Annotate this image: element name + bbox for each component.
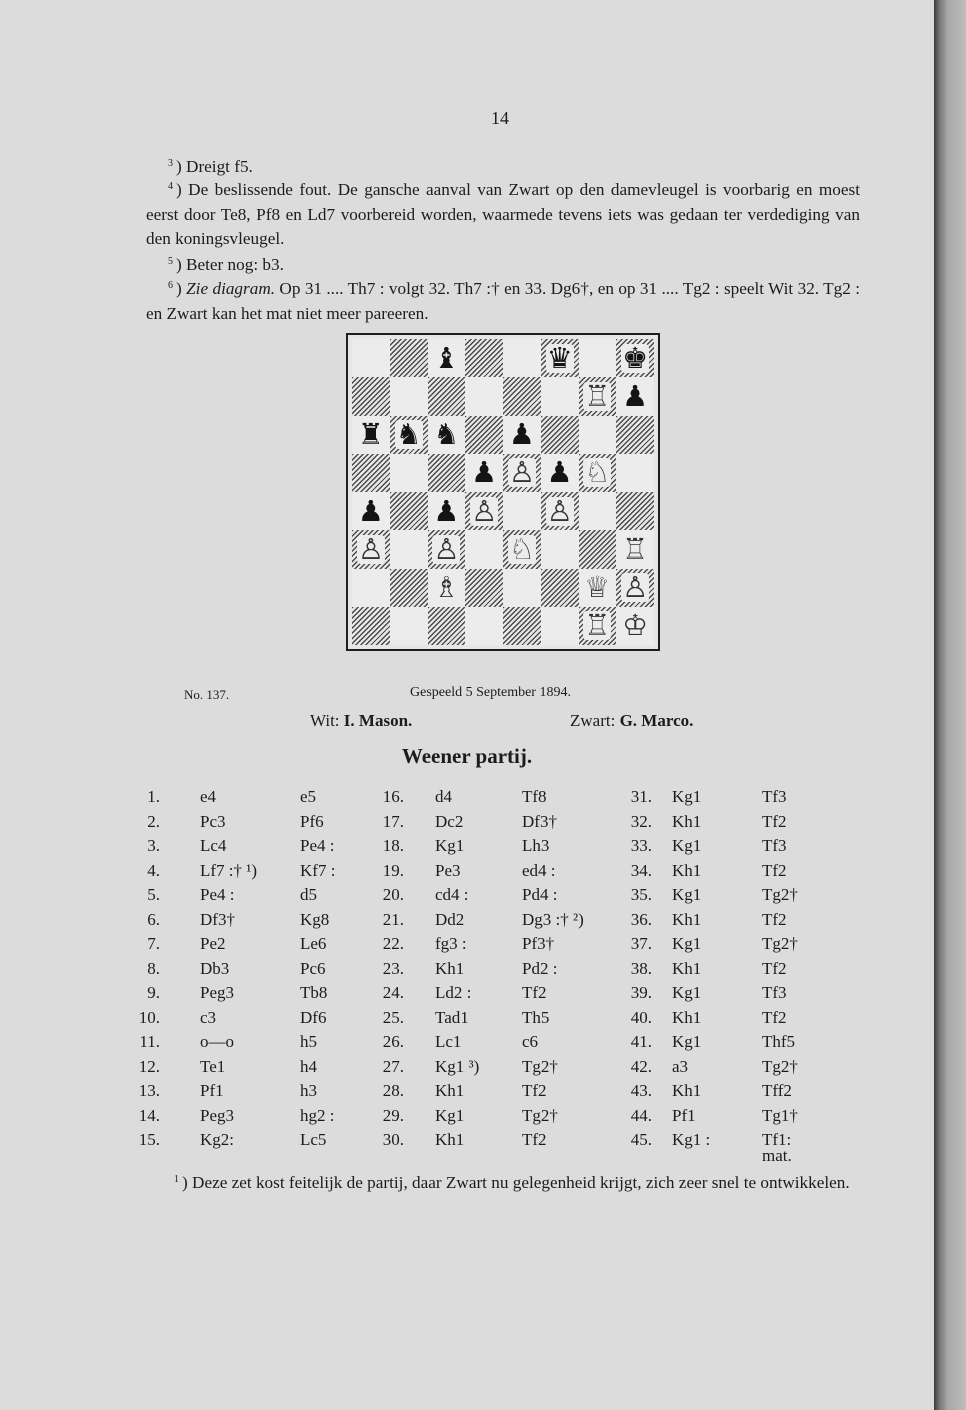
board-square: [390, 377, 428, 415]
board-square: [352, 530, 390, 568]
move-number: 34.: [630, 860, 652, 880]
chess-piece: ♙: [433, 531, 460, 566]
board-square: [428, 530, 466, 568]
game-date: Gespeeld 5 September 1894.: [410, 685, 571, 700]
board-square: [352, 416, 390, 454]
board-square: [541, 607, 579, 645]
move-number: 15.: [138, 1130, 160, 1149]
black-name: G. Marco.: [619, 711, 694, 730]
board-square: [428, 569, 466, 607]
chess-piece: ♙: [546, 493, 573, 528]
note-text: Deze zet kost feitelijk de partij, daar Zwart nu gelegenheid krijgt, zich zeer snel te ontwikkelen.: [192, 1173, 850, 1192]
white-move: Kg1: [672, 885, 702, 904]
chess-piece: ♕: [584, 570, 611, 605]
chess-piece: ♟: [433, 493, 460, 528]
black-move: Kf7 :: [300, 860, 336, 880]
white-move: Kg1 ³): [435, 1056, 480, 1076]
chess-piece: ♔: [622, 608, 649, 643]
board-square: [428, 607, 466, 645]
black-move: h5: [300, 1032, 317, 1051]
board-square: [465, 339, 503, 377]
chess-piece: ♜: [357, 417, 384, 452]
white-move: Dd2: [435, 909, 465, 929]
black-move: Tg2†: [522, 1105, 558, 1125]
chess-piece: ♟: [622, 378, 649, 413]
board-square: [503, 530, 541, 568]
black-move: Tf8: [522, 787, 547, 806]
chess-piece: ♙: [357, 531, 384, 566]
note-3: $^3$ ) Dreigt f5.: [168, 157, 253, 176]
white-move: Peg3: [200, 983, 234, 1002]
move-number: 26.: [382, 1032, 404, 1051]
board-square: [428, 492, 466, 530]
move-number: 22.: [382, 934, 404, 953]
black-move: Lc5: [300, 1130, 327, 1149]
chess-piece: ♚: [622, 340, 649, 375]
board-square: [465, 492, 503, 530]
white-move: fg3 :: [435, 934, 467, 953]
black-move: Pd2 :: [522, 958, 558, 978]
board-square: [390, 530, 428, 568]
white-move: Kh1: [672, 958, 702, 978]
board-square: [503, 454, 541, 492]
note-marker: 4: [168, 181, 173, 192]
board-square: [541, 339, 579, 377]
white-move: Kg1: [672, 983, 702, 1002]
board-square: [541, 492, 579, 530]
white-move: Kh1: [435, 958, 465, 978]
board-square: [465, 454, 503, 492]
black-move: Tf2: [522, 983, 547, 1002]
board-square: [503, 416, 541, 454]
black-move: Tf2: [522, 1130, 547, 1149]
move-number: 37.: [630, 934, 652, 953]
white-move: Kh1: [672, 909, 702, 929]
black-move: Tg2†: [762, 885, 798, 904]
move-number: 36.: [630, 909, 652, 929]
black-move: Tff2: [762, 1081, 792, 1100]
black-move: Tf2: [762, 811, 787, 831]
chess-piece: ♙: [508, 455, 535, 490]
white-move: Kg1 :: [672, 1130, 711, 1149]
white-move: Kg1: [672, 934, 702, 953]
chess-piece: ♙: [622, 570, 649, 605]
page-number: 14: [491, 108, 509, 128]
white-move: Lc1: [435, 1032, 462, 1051]
black-move: d5: [300, 885, 317, 904]
note-text: Beter nog: b3.: [186, 255, 284, 274]
note-text: De beslissende fout. De gansche aanval van Zwart op den damevleugel is voorbarig en moest eerst door Te8, Pf8 en Ld7 voorbereid worden, waarmede tevens iets was gedaan ter verdediging van den koningsvleugel.: [146, 180, 860, 249]
black-move: Tf2: [522, 1081, 547, 1100]
move-number: 35.: [630, 885, 652, 904]
black-move: Pf3†: [522, 934, 555, 953]
white-move: Pc3: [200, 811, 226, 831]
board-square: [352, 492, 390, 530]
chess-piece: ♗: [433, 570, 460, 605]
chess-piece: ♟: [508, 417, 535, 452]
black-move: hg2 :: [300, 1105, 335, 1125]
move-number: 12.: [138, 1056, 160, 1076]
white-move: Tad1: [435, 1007, 469, 1027]
white-move: Kg1: [672, 836, 702, 855]
move-number: 39.: [630, 983, 652, 1002]
note-marker: 5: [168, 256, 173, 267]
white-move: Pe3: [435, 860, 461, 880]
white-move: Kh1: [672, 1081, 702, 1100]
board-square: [579, 454, 617, 492]
move-number: 10.: [138, 1007, 160, 1027]
white-move: Lc4: [200, 836, 227, 855]
board-square: [541, 454, 579, 492]
note-6: $^6$ ) Zie diagram. Op 31 .... Th7 : volgt 32. Th7 :† en 33. Dg6†, en op 31 .... Tg2 : speelt Wit 32. Tg2 : en Zwart kan het mat niet meer pareeren.: [146, 279, 861, 323]
board-square: [579, 569, 617, 607]
board-square: [616, 377, 654, 415]
white-move: Peg3: [200, 1105, 234, 1125]
move-number: 40.: [630, 1007, 652, 1027]
move-number: 44.: [630, 1105, 652, 1125]
black-move: c6: [522, 1032, 539, 1051]
chess-piece: ♞: [433, 417, 460, 452]
move-number: 2.: [147, 811, 160, 831]
move-number: 1.: [147, 787, 160, 806]
white-move: Kh1: [435, 1130, 465, 1149]
move-number: 5.: [147, 885, 160, 904]
black-move: Tf3: [762, 983, 787, 1002]
black-move: Tf3: [762, 836, 787, 855]
board-square: [390, 607, 428, 645]
chess-piece: ♛: [546, 340, 573, 375]
move-number: 38.: [630, 958, 652, 978]
move-number: 11.: [139, 1032, 160, 1051]
chess-piece: ♟: [357, 493, 384, 528]
board-square: [428, 416, 466, 454]
note-text: Op 31 .... Th7 : volgt 32. Th7 :† en 33. Dg6†, en op 31 .... Tg2 : speelt Wit 32. Tg2 : en Zwart kan het mat niet meer pareeren.: [146, 279, 861, 323]
move-number: 8.: [147, 958, 160, 978]
move-number: 45.: [630, 1130, 652, 1149]
black-move: Pf6: [300, 811, 324, 831]
board-square: [616, 454, 654, 492]
chess-piece: ♞: [395, 417, 422, 452]
black-move: Df6: [300, 1007, 327, 1027]
move-number: 17.: [382, 811, 404, 831]
white-move: Kh1: [672, 860, 702, 880]
move-number: 14.: [138, 1105, 160, 1125]
move-number: 13.: [138, 1081, 160, 1100]
board-square: [579, 416, 617, 454]
board-square: [503, 339, 541, 377]
black-move: Pc6: [300, 958, 326, 978]
white-move: Lf7 :† ¹): [200, 860, 258, 880]
move-number: 41.: [630, 1032, 652, 1051]
black-move: Tg2†: [762, 934, 798, 953]
black-move: h3: [300, 1081, 317, 1100]
board-square: [503, 607, 541, 645]
black-move: Pd4 :: [522, 885, 558, 904]
chess-board: [352, 339, 654, 645]
board-square: [352, 377, 390, 415]
move-number: 18.: [382, 836, 404, 855]
chess-piece: ♖: [584, 608, 611, 643]
white-move: Te1: [200, 1056, 226, 1076]
black-move: Th5: [522, 1007, 550, 1027]
board-square: [579, 607, 617, 645]
move-number: 20.: [382, 885, 404, 904]
white-move: Df3†: [200, 909, 235, 929]
white-move: cd4 :: [435, 885, 469, 904]
board-square: [428, 339, 466, 377]
board-square: [503, 377, 541, 415]
board-square: [390, 492, 428, 530]
move-number: 42.: [630, 1056, 652, 1076]
chess-piece: ♟: [471, 455, 498, 490]
move-number: 9.: [147, 983, 160, 1002]
move-number: 43.: [630, 1081, 652, 1100]
board-square: [616, 339, 654, 377]
white-move: o—o: [200, 1032, 234, 1051]
board-square: [579, 339, 617, 377]
move-number: 16.: [382, 787, 404, 806]
board-square: [465, 416, 503, 454]
board-square: [579, 377, 617, 415]
board-square: [503, 569, 541, 607]
chess-piece: ♟: [546, 455, 573, 490]
move-number: 27.: [382, 1056, 404, 1076]
black-move: Tf2: [762, 1007, 787, 1027]
move-number: 21.: [382, 909, 404, 929]
black-move: Tf1:: [762, 1130, 792, 1149]
move-number: 3.: [147, 836, 160, 855]
white-move: Kg1: [435, 836, 465, 855]
black-move: Tg2†: [762, 1056, 798, 1076]
black-move: Tf3: [762, 787, 787, 806]
note-4: $^4$ ) De beslissende fout. De gansche aanval van Zwart op den damevleugel is voorbarig en moest eerst door Te8, Pf8 en Ld7 voorbereid worden, waarmede tevens iets was gedaan ter verdediging van den koningsvleugel.: [146, 180, 860, 249]
white-move: d4: [435, 787, 452, 806]
white-move: Kh1: [672, 811, 702, 831]
black-move: Pe4 :: [300, 836, 335, 855]
move-number: 28.: [382, 1081, 404, 1100]
white-move: Ld2 :: [435, 983, 472, 1002]
white-move: Pe2: [200, 934, 226, 953]
board-square: [616, 607, 654, 645]
black-move: Kg8: [300, 909, 330, 929]
chess-piece: ♖: [584, 378, 611, 413]
board-square: [616, 530, 654, 568]
black-move: Df3†: [522, 811, 557, 831]
white-move: Pe4 :: [200, 885, 235, 904]
board-square: [352, 454, 390, 492]
note-marker: 3: [168, 158, 173, 169]
black-move: Tf2: [762, 958, 787, 978]
black-move: Le6: [300, 934, 327, 953]
board-square: [579, 530, 617, 568]
page-edge: [934, 0, 966, 1410]
white-name: I. Mason.: [343, 711, 413, 730]
move-number: 24.: [382, 983, 404, 1002]
black-move: Lh3: [522, 836, 550, 855]
board-square: [616, 569, 654, 607]
move-number: 33.: [630, 836, 652, 855]
note-marker: 1: [174, 1174, 179, 1185]
board-square: [428, 454, 466, 492]
note-italic: Zie diagram.: [186, 279, 276, 298]
move-number: 4.: [147, 860, 160, 880]
white-move: Pf1: [672, 1105, 696, 1125]
board-square: [541, 530, 579, 568]
board-square: [465, 377, 503, 415]
note-5: $^5$ ) Beter nog: b3.: [168, 255, 284, 274]
white-move: Kg1: [672, 1032, 702, 1051]
move-number: 19.: [382, 860, 404, 880]
black-move: Thf5: [762, 1032, 796, 1051]
white-move: e4: [200, 787, 217, 806]
white-move: Kh1: [435, 1081, 465, 1100]
white-move: Kh1: [672, 1007, 702, 1027]
board-square: [465, 607, 503, 645]
board-square: [390, 569, 428, 607]
chess-piece: ♝: [433, 340, 460, 375]
white-player: [310, 711, 412, 731]
white-move: Pf1: [200, 1081, 224, 1100]
board-square: [428, 377, 466, 415]
game-number: No. 137.: [184, 687, 230, 702]
note-marker: 6: [168, 280, 173, 291]
game-title: Weener partij.: [401, 744, 533, 768]
chess-piece: ♘: [508, 531, 535, 566]
black-move: Dg3 :† ²): [522, 909, 584, 929]
move-number: 23.: [382, 958, 404, 978]
white-move: Kg2:: [200, 1130, 234, 1149]
black-player: [570, 711, 693, 731]
board-square: [465, 530, 503, 568]
white-move: a3: [672, 1056, 689, 1076]
board-square: [390, 454, 428, 492]
black-move: Tg2†: [522, 1056, 558, 1076]
board-square: [390, 416, 428, 454]
chess-piece: ♘: [584, 455, 611, 490]
white-label: Wit:: [310, 711, 340, 730]
black-move: h4: [300, 1056, 317, 1076]
board-square: [390, 339, 428, 377]
board-square: [352, 569, 390, 607]
black-move: e5: [300, 787, 317, 806]
mate-label: mat.: [762, 1146, 792, 1165]
board-square: [503, 492, 541, 530]
board-square: [541, 416, 579, 454]
board-square: [541, 377, 579, 415]
white-move: Dc2: [435, 811, 464, 831]
move-number: 32.: [630, 811, 652, 831]
black-move: Tb8: [300, 983, 328, 1002]
board-square: [465, 569, 503, 607]
black-move: Tf2: [762, 909, 787, 929]
board-square: [616, 492, 654, 530]
board-square: [352, 607, 390, 645]
board-square: [579, 492, 617, 530]
footnote-1: $^1$ ) Deze zet kost feitelijk de partij, daar Zwart nu gelegenheid krijgt, zich zeer snel te ontwikkelen.: [174, 1173, 850, 1192]
move-number: 7.: [147, 934, 160, 953]
black-label: Zwart:: [570, 711, 616, 730]
move-number: 29.: [382, 1105, 404, 1125]
move-number: 25.: [382, 1007, 404, 1027]
white-move: Db3: [200, 958, 230, 978]
move-number: 31.: [630, 787, 652, 806]
white-move: Kg1: [435, 1105, 465, 1125]
move-number: 30.: [382, 1130, 404, 1149]
white-move: c3: [200, 1007, 217, 1027]
black-move: Tf2: [762, 860, 787, 880]
black-move: Tg1†: [762, 1105, 798, 1125]
board-square: [541, 569, 579, 607]
chess-piece: ♙: [471, 493, 498, 528]
note-text: Dreigt f5.: [186, 157, 253, 176]
board-square: [616, 416, 654, 454]
black-move: ed4 :: [522, 860, 556, 880]
move-number: 6.: [147, 909, 160, 929]
board-square: [352, 339, 390, 377]
chess-piece: ♖: [622, 531, 649, 566]
white-move: Kg1: [672, 787, 702, 806]
